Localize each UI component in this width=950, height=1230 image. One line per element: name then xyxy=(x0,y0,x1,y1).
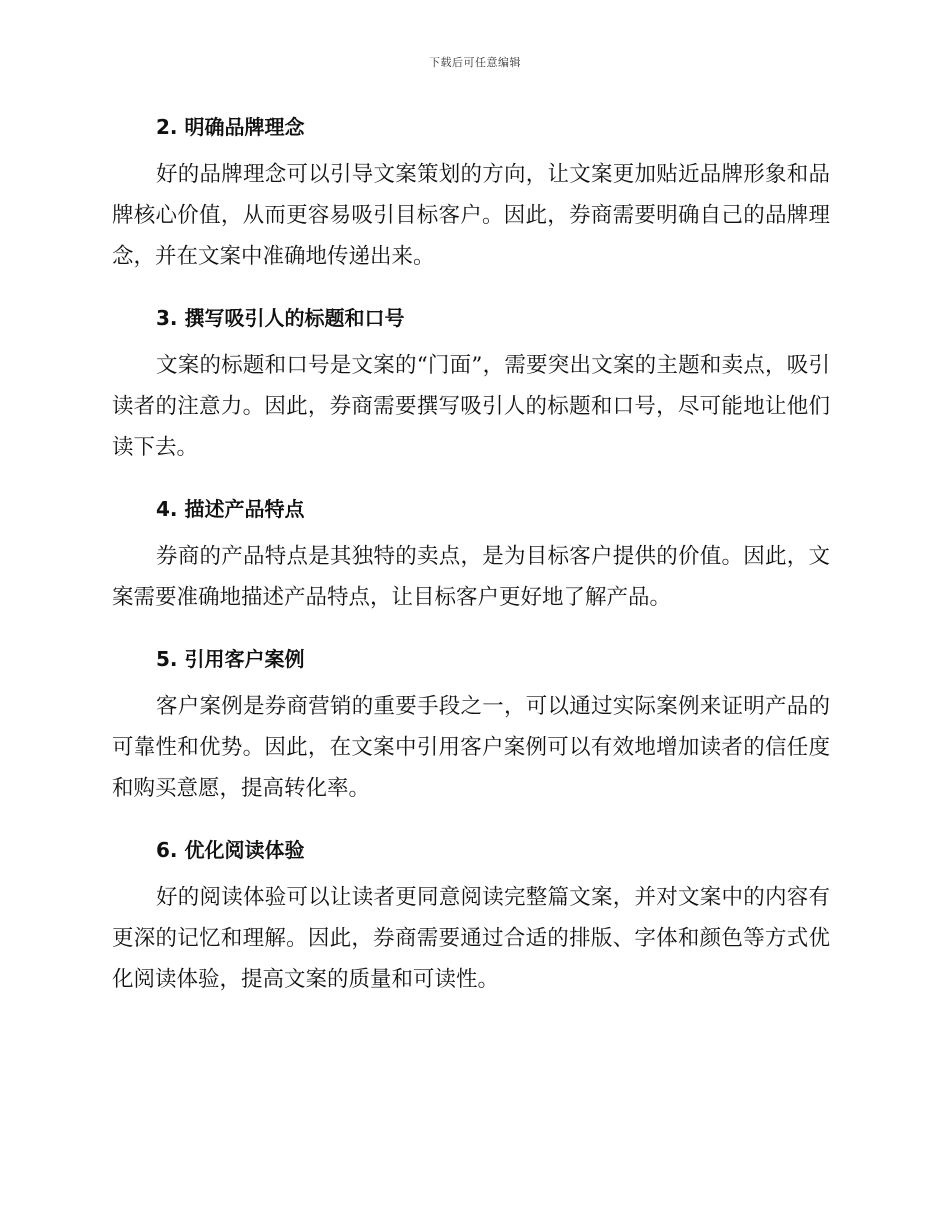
section-heading: 5. 引用客户案例 xyxy=(156,647,305,671)
section-heading: 6. 优化阅读体验 xyxy=(156,838,305,862)
section-paragraph: 券商的产品特点是其独特的卖点，是为目标客户提供的价值。因此，文案需要准确地描述产品特点，让目标客户更好地了解产品。 xyxy=(112,544,830,610)
section-heading: 4. 描述产品特点 xyxy=(156,497,305,521)
section-paragraph: 好的品牌理念可以引导文案策划的方向，让文案更加贴近品牌形象和品牌核心价值，从而更容易吸引目标客户。因此，券商需要明确自己的品牌理念，并在文案中准确地传递出来。 xyxy=(112,162,830,269)
document-content xyxy=(112,108,830,1022)
section-heading: 2. 明确品牌理念 xyxy=(156,115,305,139)
page-header-note: 下载后可任意编辑 xyxy=(429,56,521,69)
section xyxy=(112,108,830,277)
section-heading: 3. 撰写吸引人的标题和口号 xyxy=(156,306,405,330)
section-paragraph: 客户案例是券商营销的重要手段之一，可以通过实际案例来证明产品的可靠性和优势。因此，在文案中引用客户案例可以有效地增加读者的信任度和购买意愿，提高转化率。 xyxy=(112,694,830,801)
section xyxy=(112,640,830,809)
section-paragraph: 文案的标题和口号是文案的“门面”，需要突出文案的主题和卖点，吸引读者的注意力。因此，券商需要撰写吸引人的标题和口号，尽可能地让他们读下去。 xyxy=(112,353,830,460)
section xyxy=(112,831,830,1000)
section-paragraph: 好的阅读体验可以让读者更同意阅读完整篇文案，并对文案中的内容有更深的记忆和理解。因此，券商需要通过合适的排版、字体和颜色等方式优化阅读体验，提高文案的质量和可读性。 xyxy=(112,885,830,992)
section xyxy=(112,490,830,618)
section xyxy=(112,299,830,468)
